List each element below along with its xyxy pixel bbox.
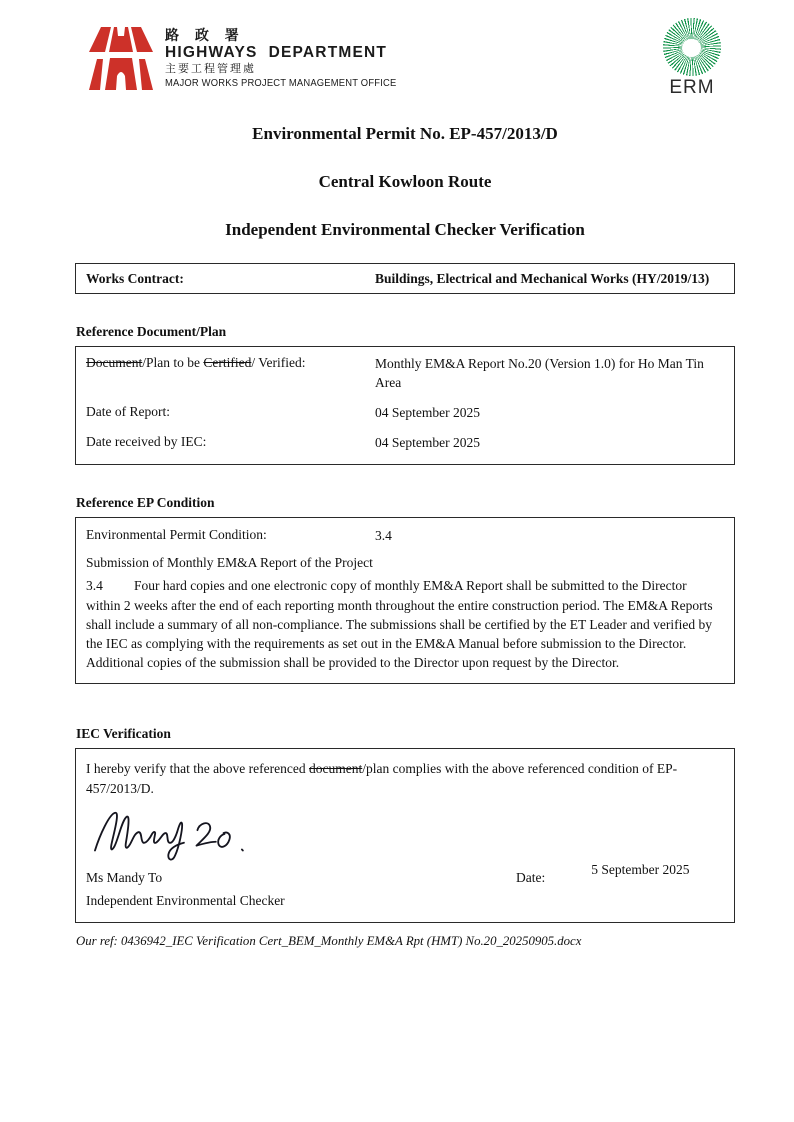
date-label: Date: — [516, 870, 546, 886]
reference-document-box — [75, 346, 735, 465]
signer-title: Independent Environmental Checker — [86, 893, 285, 909]
works-contract-value: Buildings, Electrical and Mechanical Works (HY/2019/13) — [375, 271, 710, 286]
date-received-value: 04 September 2025 — [375, 434, 480, 450]
page-header — [75, 26, 735, 96]
ep-clause-number: 3.4 — [86, 578, 103, 594]
erm-brand — [663, 18, 721, 99]
ep-condition-subheading: Submission of Monthly EM&A Report of the Project — [86, 555, 373, 571]
date-value: 5 September 2025 — [591, 862, 690, 878]
date-received-label: Date received by IEC: — [86, 433, 207, 449]
ep-condition-label: Environmental Permit Condition: — [86, 526, 267, 542]
highways-department-logo-icon — [88, 26, 154, 90]
signature-area — [86, 806, 724, 866]
iec-verification-box — [75, 748, 735, 923]
date-of-report-label: Date of Report: — [86, 403, 170, 419]
reference-document-heading: Reference Document/Plan — [76, 324, 227, 339]
document-plan-label-mid: /Plan to be — [142, 355, 204, 370]
ep-clause-paragraph — [86, 576, 724, 672]
iec-verification-heading: IEC Verification — [76, 726, 171, 742]
dept-name-chinese: 路 政 署 — [165, 27, 245, 43]
dept-name-english: HIGHWAYS DEPARTMENT — [165, 44, 388, 61]
signer-name: Ms Mandy To — [86, 870, 163, 886]
document-plan-label-struck-document: Document — [86, 355, 143, 370]
ep-condition-row — [86, 527, 724, 546]
reference-ep-box — [75, 517, 735, 685]
document-plan-value: Monthly EM&A Report No.20 (Version 1.0) for Ho Man Tin Area — [375, 356, 704, 390]
iec-verification-statement — [86, 759, 741, 798]
office-name-english: MAJOR WORKS PROJECT MANAGEMENT OFFICE — [165, 78, 397, 89]
document-plan-label-end: / Verified: — [251, 355, 306, 370]
ep-clause-text: Four hard copies and one electronic copy of monthly EM&A Report shall be submitted to the Director within 2 weeks after the end of each reporting month throughout the entire construction period. The EM&A Reports shall include a summary of all non-compliance. The submissions shall be certified by the ET Leader and verified by the IEC as complying with the requirements as set out in the EM&A Manual before submission to the Director. Additional copies of the submission shall be provided to the Director upon request by the Director. — [86, 578, 713, 671]
document-plan-label — [86, 355, 375, 393]
erm-starburst-logo-icon — [663, 18, 721, 76]
document-plan-label-struck-certified: Certified — [203, 355, 252, 370]
signer-name-date-row — [86, 862, 724, 886]
document-type-title: Independent Environmental Checker Verification — [225, 220, 585, 239]
date-of-report-value: 04 September 2025 — [375, 404, 480, 420]
permit-number-title: Environmental Permit No. EP-457/2013/D — [252, 124, 558, 143]
iec-statement-struck-document: document — [309, 761, 363, 777]
works-contract-box — [75, 263, 735, 294]
ep-condition-value: 3.4 — [375, 527, 392, 543]
document-plan-row — [86, 355, 724, 393]
reference-ep-heading: Reference EP Condition — [76, 494, 215, 510]
our-ref-line: Our ref: 0436942_IEC Verification Cert_BEM_Monthly EM&A Rpt (HMT) No.20_20250905.docx — [76, 934, 582, 949]
date-of-report-row — [86, 404, 724, 423]
office-name-chinese: 主要工程管理處 — [165, 63, 256, 75]
works-contract-label: Works Contract: — [86, 271, 184, 286]
date-received-row — [86, 434, 724, 453]
iec-statement-post: /plan complies with the above referenced condition of EP-457/2013/D. — [86, 761, 678, 796]
highways-department-text-block — [165, 26, 406, 90]
iec-signature-icon — [86, 806, 276, 864]
project-name-title: Central Kowloon Route — [318, 172, 492, 191]
document-titles — [75, 124, 735, 240]
iec-statement-pre: I hereby verify that the above referenced — [86, 761, 310, 777]
erm-logo-label: ERM — [669, 77, 715, 98]
highways-department-brand — [88, 26, 406, 90]
